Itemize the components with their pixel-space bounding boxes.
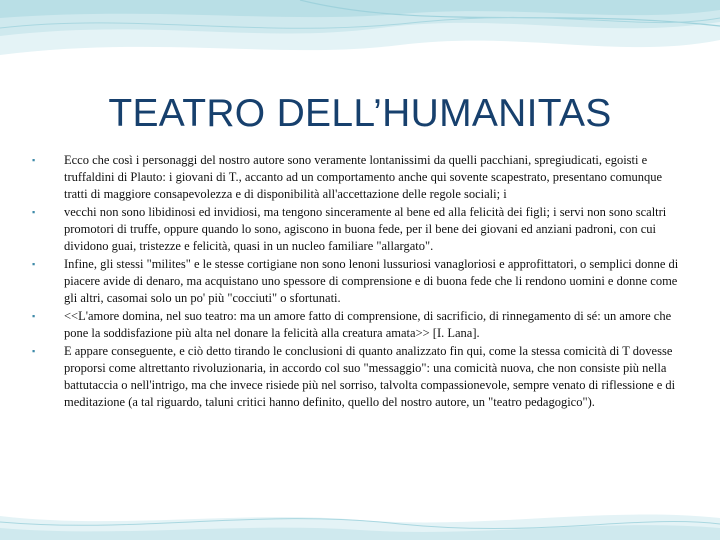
list-item — [32, 308, 680, 342]
bottom-wave-decoration — [0, 500, 720, 540]
list-item-text: Infine, gli stessi "milites" e le stesse cortigiane non sono lenoni lussuriosi vanagloriosi e approfittatori, o semplici donne di piacere avide di denaro, ma acquistano uno spessore di comprensione e di buona fede che li rendono uomini e donne come gli altri, casomai solo un po' più "cocciuti" o sfortunati. — [64, 257, 679, 305]
bullet-icon: ▪ — [32, 311, 36, 321]
list-item-text: E appare conseguente, e ciò detto tirando le conclusioni di quanto analizzato fin qui, come la stessa comicità di T dovesse proporsi come altrettanto rivoluzionaria, in accordo col suo "messaggio": una comicità nuova, che non consiste più nella battutaccia o nell'intrigo, ma che invece risiede più nel sorriso, talvolta compassionevole, sempre venato di riflessione e di meditazione (a tal riguardo, taluni critici hanno definito, quello del nostro autore, un "teatro pedagogico"). — [64, 344, 676, 409]
list-item — [32, 204, 680, 255]
list-item-text: <<L'amore domina, nel suo teatro: ma un amore fatto di comprensione, di sacrificio, di rinnegamento di sé: un amore che pone la soddisfazione più alta nel donare la felicità alla creatura amata>> [I. Lana]. — [64, 309, 672, 340]
bullet-list — [32, 152, 680, 412]
bullet-icon: ▪ — [32, 207, 36, 217]
list-item-text: vecchi non sono libidinosi ed invidiosi, ma tengono sinceramente al bene ed alla felicità dei figli; i servi non sono scaltri promotori di truffe, oppure quando lo sono, agiscono in buona fede, per il bene dei giovani ed anziani padroni, con cui dividono guai, tristezze e felicità, quasi in un nucleo familiare "allargato". — [64, 205, 667, 253]
bullet-icon: ▪ — [32, 346, 36, 356]
list-item — [32, 343, 680, 411]
top-wave-decoration — [0, 0, 720, 78]
list-item — [32, 256, 680, 307]
bullet-icon: ▪ — [32, 259, 36, 269]
list-item-text: Ecco che così i personaggi del nostro autore sono veramente lontanissimi da quelli pacchiani, spregiudicati, egoisti e truffaldini di Plauto: i giovani di T., accanto ad un comportamento anche qui sovente scapestrato, presentano comunque tratti di maggiore consapevolezza e di disponibilità all'accettazione delle regole sociali; i — [64, 153, 663, 201]
list-item — [32, 152, 680, 203]
slide-title: TEATRO DELL’HUMANITAS — [108, 92, 612, 135]
bullet-icon: ▪ — [32, 155, 36, 165]
